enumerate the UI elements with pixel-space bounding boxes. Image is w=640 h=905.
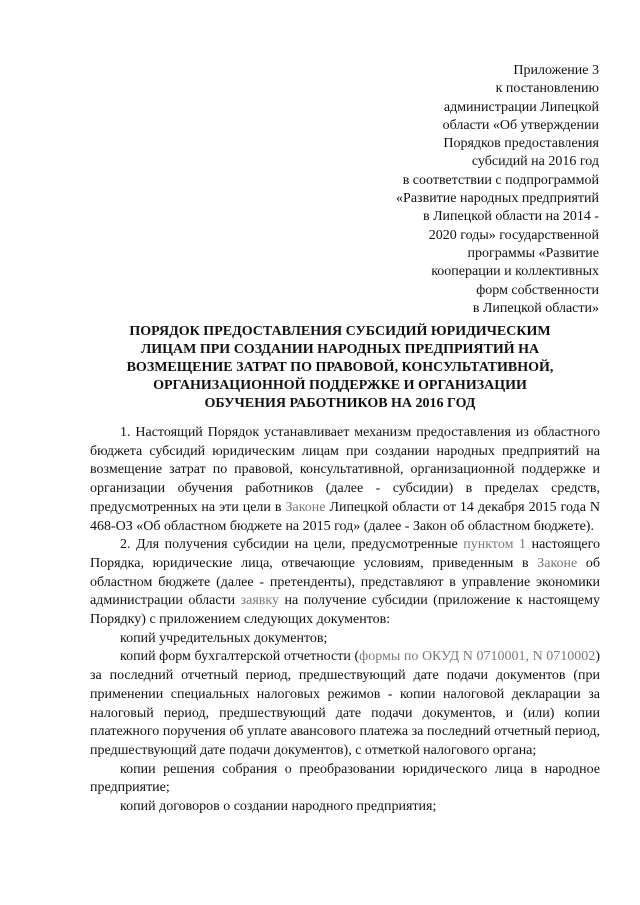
appendix-line: 2020 годы» государственной [428,227,599,243]
paragraph-1-text-end: Липецкой области от 14 декабря 2015 года N 468-ОЗ «Об областном бюджете на 2015 год» (далее - Закон об областном бюджете). [90,499,600,534]
appendix-line: Приложение 3 [513,63,599,78]
title-line: ОБУЧЕНИЯ РАБОТНИКОВ НА 2016 ГОД [204,396,476,411]
paragraph-2-text-mid2: об областном бюджете (далее - претенденты), представляют в управление экономики администрации области [90,555,601,609]
paragraph-2-text-mid: настоящего Порядка, юридические лица, отвечающие условиям, приведенным в [90,537,600,571]
document-title [80,323,600,413]
appendix-line: в Липецкой области» [472,300,599,316]
paragraph-1-text: 1. Настоящий Порядок устанавливает механизм предоставления из областного бюджета субсидий юридическим лицам при создании народных предприятий на возмещение затрат по правовой, консультативной, организационной поддержке и организации обучения работников (далее - субсидии) в пределах средств, предусмотренных на эти цели в [90,425,600,515]
list-item-contracts: копий договоров о создании народного предприятия; [120,799,437,815]
list-item-meeting-decision: копии решения собрания о преобразовании юридического лица в народное предприятие; [90,761,600,796]
appendix-line: Порядков предоставления [443,136,599,152]
paragraph-2-text-end: на получение субсидии (приложение к настоящему Порядку) с приложением следующих документов: [90,593,600,628]
title-line: ПОРЯДОК ПРЕДОСТАВЛЕНИЯ СУБСИДИЙ ЮРИДИЧЕСКИМ [129,324,551,339]
appendix-line: «Развитие народных предприятий [396,191,599,207]
list-item-accounting-forms [90,648,600,760]
appendix-line: к постановлению [495,81,599,97]
accounting-text-end: ) за последний отчетный период, предшествующий дате подачи документов (при применении специальных налоговых режимов - копии налоговой декларации за налоговый период, предшествующий дате подачи документов, и (или) копии платежного поручения об уплате авансового платежа за последний отчетный период, предшествующий дате подачи документов), с отметкой налогового органа; [90,649,600,758]
appendix-line: в Липецкой области на 2014 - [422,209,599,225]
title-line: ЛИЦАМ ПРИ СОЗДАНИИ НАРОДНЫХ ПРЕДПРИЯТИЙ НА [140,342,540,357]
appendix-line: программы «Развитие [467,245,599,261]
law-link[interactable]: Законе [537,555,578,571]
appendix-line: области «Об утверждении [442,117,599,133]
title-line: ВОЗМЕЩЕНИЕ ЗАТРАТ ПО ПРАВОВОЙ, КОНСУЛЬТАТИВНОЙ, [126,360,554,375]
accounting-text: копий форм бухгалтерской отчетности ( [120,649,360,665]
title-line: ОРГАНИЗАЦИОННОЙ ПОДДЕРЖКЕ И ОРГАНИЗАЦИИ [153,378,527,393]
appendix-line: субсидий на 2016 год [471,154,599,170]
okud-forms-link[interactable]: формы по ОКУД N 0710001, N 0710002 [359,649,596,665]
appendix-line: кооперации и коллективных [431,264,599,280]
appendix-header [369,62,599,318]
law-link[interactable]: Законе [285,499,326,515]
list-item-founding-documents: копий учредительных документов; [120,630,328,646]
appendix-line: администрации Липецкой [443,99,599,115]
appendix-line: форм собственности [476,282,599,298]
application-link[interactable]: заявку [240,593,280,609]
paragraph-1 [90,424,600,536]
appendix-line: в соответствии с подпрограммой [402,172,599,188]
document-body [90,424,600,817]
paragraph-2-text: 2. Для получения субсидии на цели, предусмотренные [120,537,464,553]
paragraph-2 [90,536,600,630]
point-1-link[interactable]: пунктом 1 [463,537,526,553]
